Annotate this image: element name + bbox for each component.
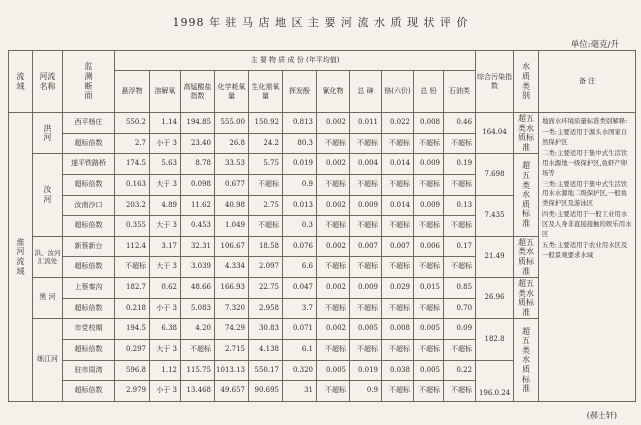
value-cell: 4.89 [150,195,181,216]
header-grade: 水质类别 [514,51,539,113]
value-cell: 0.320 [283,360,317,381]
value-cell: 5.083 [181,298,215,319]
value-cell: 0.006 [414,236,444,257]
value-cell: 32.31 [181,236,215,257]
value-cell: 不超标 [317,216,350,237]
value-cell: 0.09 [444,319,476,340]
value-cell: 0.9 [283,174,317,195]
header-river: 河流名称 [33,51,63,113]
value-cell: 不超标 [444,381,476,402]
value-cell: 40.98 [215,195,249,216]
value-cell: 小于 3 [150,133,181,154]
value-cell: 0.019 [283,154,317,175]
value-cell: 不超标 [317,298,350,319]
value-cell: 0.009 [350,195,382,216]
value-cell: 2.979 [115,381,150,402]
value-cell: 不超标 [414,381,444,402]
value-cell: 0.677 [215,174,249,195]
value-cell: 小于 3 [150,298,181,319]
value-cell: 不超标 [115,257,150,278]
value-cell: 不超标 [350,216,382,237]
value-cell: 0.355 [115,216,150,237]
value-cell: 80.3 [283,133,317,154]
section-cell: 驻市周湾 [63,360,115,381]
value-cell: 0.62 [150,278,181,299]
value-cell: 0.014 [382,154,414,175]
value-cell: 0.005 [414,319,444,340]
value-cell: 0.014 [382,195,414,216]
section-cell: 超标倍数 [63,216,115,237]
value-cell: 0.022 [382,113,414,134]
section-cell: 超标倍数 [63,298,115,319]
value-cell: 7.320 [215,298,249,319]
header-param: 总 砷 [350,71,382,113]
section-cell: 超标倍数 [63,174,115,195]
value-cell: 不超标 [350,174,382,195]
value-cell: 0.3 [283,216,317,237]
value-cell: 33.53 [215,154,249,175]
value-cell: 0.071 [283,319,317,340]
value-cell: 不超标 [181,340,215,361]
value-cell: 2.715 [215,340,249,361]
value-cell: 0.002 [317,154,350,175]
table-row [9,113,636,134]
value-cell: 不超标 [350,298,382,319]
value-cell: 不超标 [414,257,444,278]
value-cell: 18.58 [249,236,283,257]
section-cell: 新蔡新台 [63,236,115,257]
value-cell: 8.78 [181,154,215,175]
value-cell: 0.9 [350,381,382,402]
value-cell: 不超标 [249,216,283,237]
value-cell: 不超标 [382,298,414,319]
value-cell: 小于 3 [150,381,181,402]
value-cell: 3.17 [150,236,181,257]
value-cell: 0.007 [350,236,382,257]
value-cell: 0.813 [283,113,317,134]
value-cell: 150.92 [249,113,283,134]
value-cell: 550.17 [249,360,283,381]
value-cell: 0.015 [414,278,444,299]
index-cell: 164.04 [476,113,514,154]
value-cell: 31 [283,381,317,402]
value-cell: 0.22 [444,360,476,381]
value-cell: 0.005 [317,360,350,381]
value-cell: 0.002 [317,319,350,340]
grade-cell: 超五类水质标准 [514,278,539,319]
value-cell: 13.468 [181,381,215,402]
water-quality-table [8,50,636,402]
header-param: 总 铅 [414,71,444,113]
value-cell: 不超标 [382,133,414,154]
header-param: 化学耗氧量 [215,71,249,113]
value-cell: 106.67 [215,236,249,257]
value-cell: 1.049 [215,216,249,237]
header-param: 铬(六价) [382,71,414,113]
value-cell: 0.009 [414,195,444,216]
value-cell: 26.8 [215,133,249,154]
river-cell: 洪、汝河汇流处 [33,236,63,277]
value-cell: 0.098 [181,174,215,195]
author-credit: (郝士轩) [586,411,617,420]
grade-cell: 超五类水质标准 [514,154,539,237]
section-cell: 汝南沙口 [63,195,115,216]
value-cell: 不超标 [350,257,382,278]
header-param: 氰化物 [317,71,350,113]
value-cell: 3.039 [181,257,215,278]
value-cell: 不超标 [317,340,350,361]
value-cell: 166.93 [215,278,249,299]
value-cell: 2.75 [249,195,283,216]
value-cell: 不超标 [317,257,350,278]
value-cell: 0.002 [317,278,350,299]
value-cell: 不超标 [414,133,444,154]
value-cell: 555.00 [215,113,249,134]
value-cell: 不超标 [414,340,444,361]
value-cell: 不超标 [444,174,476,195]
value-cell: 不超标 [350,133,382,154]
value-cell: 0.453 [181,216,215,237]
section-cell: 超标倍数 [63,340,115,361]
value-cell: 2.958 [249,298,283,319]
value-cell: 不超标 [382,257,414,278]
value-cell: 0.005 [414,360,444,381]
value-cell: 不超标 [414,174,444,195]
header-param: 石油类 [444,71,476,113]
value-cell: 0.013 [283,195,317,216]
value-cell: 不超标 [444,216,476,237]
value-cell: 不超标 [382,174,414,195]
value-cell: 0.009 [350,278,382,299]
index-cell: 26.96 [476,278,514,319]
value-cell: 11.62 [181,195,215,216]
value-cell: 49.657 [215,381,249,402]
value-cell: 0.70 [444,298,476,319]
value-cell: 大于 3 [150,257,181,278]
value-cell: 不超标 [444,133,476,154]
value-cell: 不超标 [444,257,476,278]
value-cell: 0.002 [317,113,350,134]
grade-cell: 超五类水质标准 [514,113,539,154]
remarks-cell: 地面水环境质量标准类别解释: 一类:主要适用于源头水国家自然保护区 二类:主要适用于集中式生活饮用水源地一级保护区,鱼虾产卵场等 三类:主要适用于集中式生活饮用水水源地二级保护区,一般鱼类保护区及游泳区 四类:主要适用于一般工业用水区及人身非直接接触的娱乐用水区 五类:主要适用于农业用水区及一般景观要求水域 [539,113,636,402]
value-cell: 74.29 [215,319,249,340]
header-main-substances: 主 要 物 质 成 份 (年平均值) [115,51,476,71]
index-cell: 21.49 [476,236,514,277]
value-cell: 不超标 [249,174,283,195]
value-cell: 大于 3 [150,174,181,195]
river-cell: 洪 河 [33,113,63,154]
value-cell: 不超标 [382,216,414,237]
value-cell: 0.009 [414,154,444,175]
value-cell: 194.85 [181,113,215,134]
value-cell: 182.7 [115,278,150,299]
value-cell: 0.17 [444,236,476,257]
value-cell: 0.005 [350,319,382,340]
value-cell: 不超标 [414,298,444,319]
value-cell: 不超标 [382,381,414,402]
header-param: 生化需氧量 [249,71,283,113]
value-cell: 0.008 [382,319,414,340]
section-cell: 超标倍数 [63,133,115,154]
value-cell: 6.38 [150,319,181,340]
value-cell: 5.75 [249,154,283,175]
value-cell: 0.076 [283,236,317,257]
value-cell: 6.1 [283,340,317,361]
section-cell: 超标倍数 [63,381,115,402]
value-cell: 不超标 [414,216,444,237]
value-cell: 112.4 [115,236,150,257]
value-cell: 不超标 [317,381,350,402]
value-cell: 5.63 [150,154,181,175]
value-cell: 0.002 [317,236,350,257]
value-cell: 23.40 [181,133,215,154]
header-param: 高锰酸盐指数 [181,71,215,113]
value-cell: 0.047 [283,278,317,299]
header-param: 挥发酚 [283,71,317,113]
grade-cell: 超五类水质标准 [514,236,539,277]
header-param: 溶解氧 [150,71,181,113]
river-cell: 汝 河 [33,154,63,237]
value-cell: 不超标 [350,340,382,361]
grade-cell: 超五类水质标准 [514,319,539,402]
value-cell: 22.75 [249,278,283,299]
section-cell: 西平杨庄 [63,113,115,134]
value-cell: 大于 3 [150,216,181,237]
value-cell: 3.7 [283,298,317,319]
header-basin: 流域 [9,51,33,113]
section-cell: 超标倍数 [63,257,115,278]
value-cell: 4.334 [215,257,249,278]
header-param: 悬浮物 [115,71,150,113]
value-cell: 550.2 [115,113,150,134]
value-cell: 不超标 [317,133,350,154]
value-cell: 115.75 [181,360,215,381]
value-cell: 2.097 [249,257,283,278]
value-cell: 174.5 [115,154,150,175]
value-cell: 0.004 [350,154,382,175]
value-cell: 不超标 [317,174,350,195]
value-cell: 194.5 [115,319,150,340]
value-cell: 4.20 [181,319,215,340]
value-cell: 0.19 [444,154,476,175]
value-cell: 0.85 [444,278,476,299]
value-cell: 1013.13 [215,360,249,381]
value-cell: 90.695 [249,381,283,402]
river-cell: 黑 河 [33,278,63,319]
value-cell: 0.008 [414,113,444,134]
value-cell: 0.13 [444,195,476,216]
value-cell: 48.66 [181,278,215,299]
index-cell: 7.698 [476,154,514,195]
value-cell: 596.8 [115,360,150,381]
header-section: 监测断面 [63,51,115,113]
value-cell: 0.218 [115,298,150,319]
section-cell: 上蔡秦沟 [63,278,115,299]
value-cell: 0.029 [382,278,414,299]
value-cell: 0.297 [115,340,150,361]
value-cell: 30.83 [249,319,283,340]
value-cell: 不超标 [444,340,476,361]
header-remarks: 备 注 [539,51,636,113]
value-cell: 0.002 [317,195,350,216]
river-cell: 练江河 [33,319,63,402]
index-cell: 196.0.24 [476,360,514,401]
value-cell: 0.007 [382,236,414,257]
basin-cell: 淮河流域 [9,113,33,402]
section-cell: 市党校期 [63,319,115,340]
value-cell: 24.2 [249,133,283,154]
value-cell: 2.7 [115,133,150,154]
value-cell: 203.2 [115,195,150,216]
value-cell: 0.011 [350,113,382,134]
unit-label: 单位:毫克/升 [570,40,619,50]
value-cell: 1.14 [150,113,181,134]
value-cell: 大于 3 [150,340,181,361]
value-cell: 0.163 [115,174,150,195]
index-cell: 7.435 [476,195,514,236]
value-cell: 1.12 [150,360,181,381]
table-title: 1998 年 驻 马 店 地 区 主 要 河 流 水 质 现 状 评 价 [172,16,469,29]
value-cell: 6.6 [283,257,317,278]
value-cell: 0.46 [444,113,476,134]
header-index: 综合污染指数 [476,51,514,113]
index-cell: 182.8 [476,319,514,360]
value-cell: 不超标 [382,340,414,361]
value-cell: 0.019 [350,360,382,381]
value-cell: 4.138 [249,340,283,361]
section-cell: 遂平铁路桥 [63,154,115,175]
value-cell: 0.038 [382,360,414,381]
